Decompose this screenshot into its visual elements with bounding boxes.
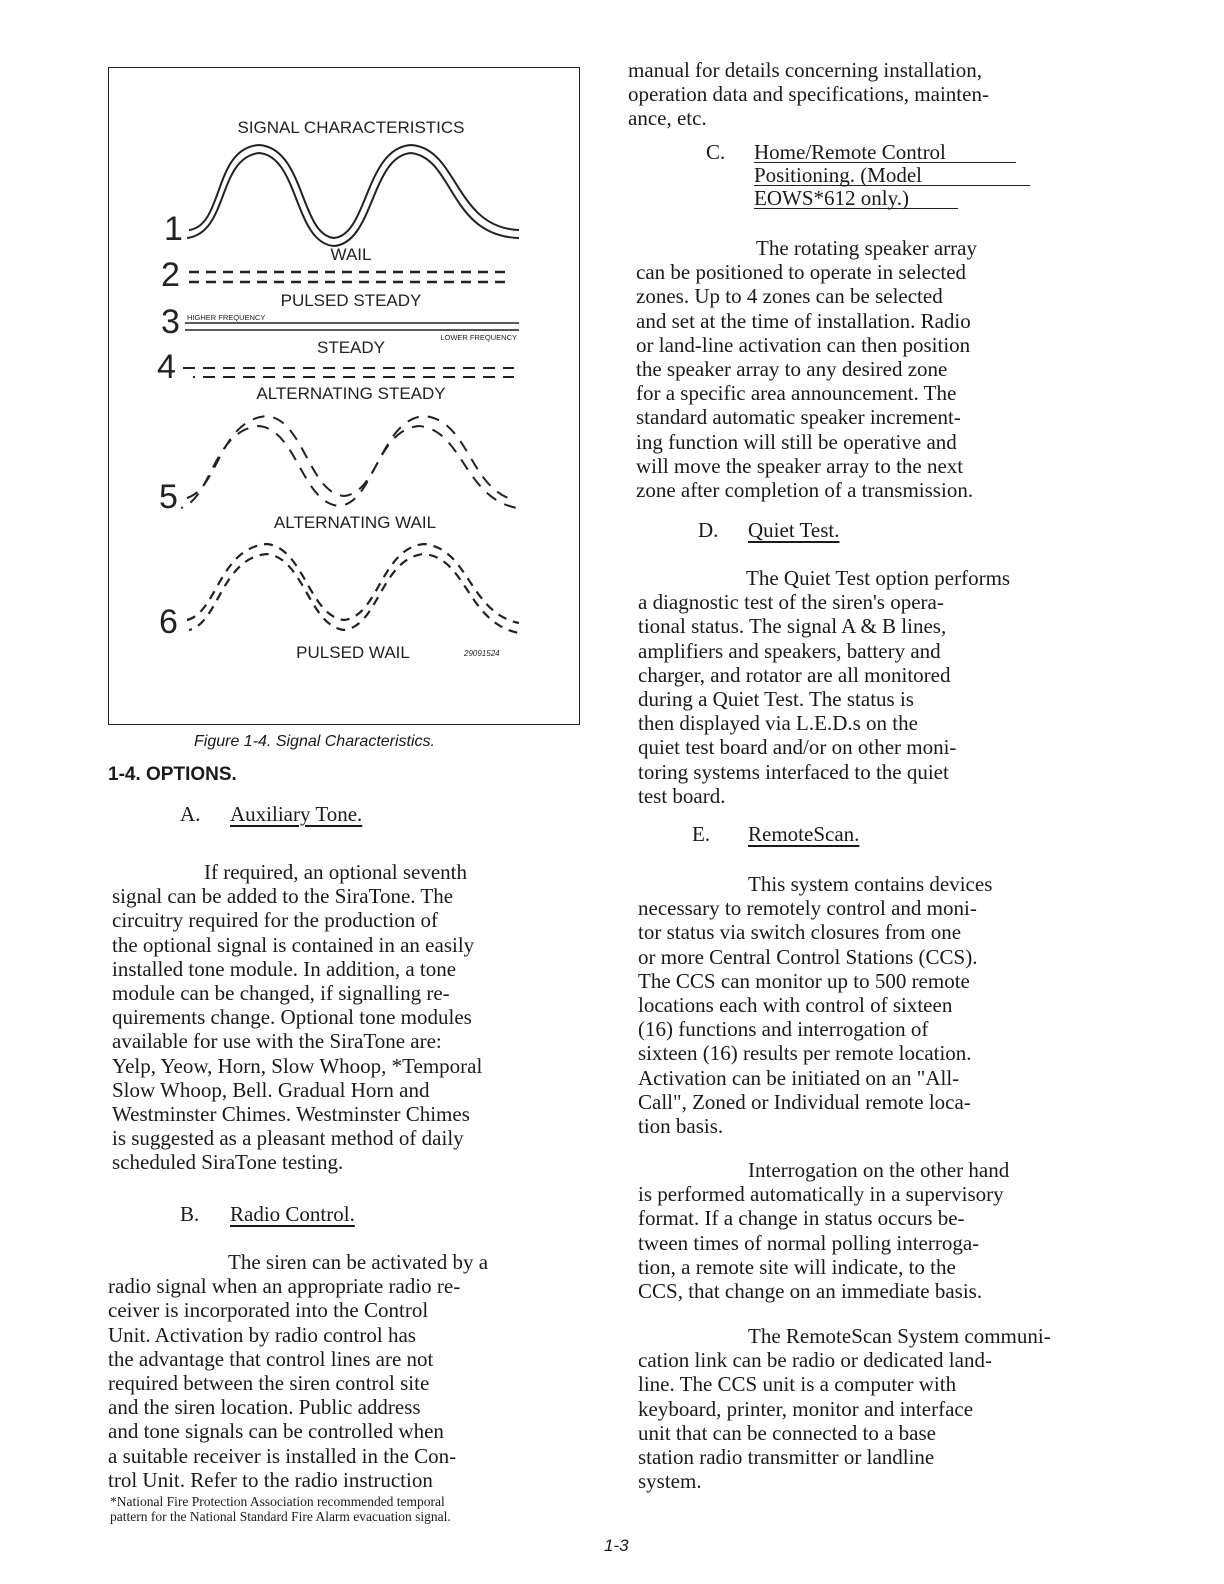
label-pulsed-wail: PULSED WAIL xyxy=(296,643,410,662)
text-line: system. xyxy=(638,1469,702,1494)
text-line: If required, an optional seventh xyxy=(204,860,467,884)
text-line: available for use with the SiraTone are: xyxy=(112,1029,442,1054)
text-line: test board. xyxy=(638,783,726,808)
text-line: ance, etc. xyxy=(628,106,707,131)
heading-remotescan: RemoteScan. xyxy=(748,822,860,846)
text-line: trol Unit. Refer to the radio instruction xyxy=(108,1467,433,1492)
paragraph-remotescan-2 xyxy=(638,1158,1009,1303)
num-4: 4 xyxy=(157,348,176,386)
paragraph-radio-control xyxy=(108,1250,488,1492)
text-line: tor status via switch closures from one xyxy=(638,920,962,945)
text-line: is suggested as a pleasant method of daily xyxy=(112,1126,464,1151)
text-line: installed tone module. In addition, a tone xyxy=(112,956,457,981)
text-line: tween times of normal polling interroga- xyxy=(638,1230,980,1255)
text-line: toring systems interfaced to the quiet xyxy=(638,759,949,784)
section-title: 1-4. OPTIONS. xyxy=(108,764,237,785)
heading-d-letter: D. xyxy=(698,518,719,542)
footnote-line: *National Fire Protection Association recommended temporal xyxy=(110,1494,445,1509)
text-line: manual for details concerning installation, xyxy=(628,58,982,82)
num-3: 3 xyxy=(161,303,180,341)
text-line: radio signal when an appropriate radio re- xyxy=(108,1274,461,1299)
text-line: Slow Whoop, Bell. Gradual Horn and xyxy=(112,1077,430,1102)
text-line: is performed automatically in a supervisory xyxy=(638,1182,1004,1207)
label-alternating-wail: ALTERNATING WAIL xyxy=(273,513,437,532)
label-steady: STEADY xyxy=(316,338,386,357)
signal-diagram xyxy=(109,68,578,723)
figure-title: SIGNAL CHARACTERISTICS xyxy=(237,118,465,137)
heading-radio-control: Radio Control. xyxy=(230,1202,355,1226)
text-line: zones. Up to 4 zones can be selected xyxy=(636,284,943,309)
text-line: and tone signals can be controlled when xyxy=(108,1419,444,1444)
paragraph-remotescan-1 xyxy=(638,872,992,1138)
text-line: signal can be added to the SiraTone. The xyxy=(112,884,454,909)
text-line: tion, a remote site will indicate, to the xyxy=(638,1254,956,1279)
page-number: 1-3 xyxy=(604,1536,629,1555)
heading-c-letter: C. xyxy=(706,140,726,164)
text-line: Call", Zoned or Individual remote loca- xyxy=(638,1089,971,1114)
figure-code: 29091524 xyxy=(464,649,500,658)
text-line: will move the speaker array to the next xyxy=(636,453,964,478)
signal-figure xyxy=(108,67,580,725)
text-line: The siren can be activated by a xyxy=(228,1250,489,1274)
text-line: ing function will still be operative and xyxy=(636,429,957,454)
label-pulsed-steady: PULSED STEADY xyxy=(280,291,422,310)
text-line: the speaker array to any desired zone xyxy=(636,356,948,381)
text-line: locations each with control of sixteen xyxy=(638,992,953,1017)
label-higher-frequency: HIGHER FREQUENCY xyxy=(187,313,266,322)
text-line: module can be changed, if signalling re- xyxy=(112,980,450,1005)
text-line: during a Quiet Test. The status is xyxy=(638,686,914,711)
text-line: circuitry required for the production of xyxy=(112,908,438,933)
paragraph-quiet-test xyxy=(638,566,1010,808)
text-line: keyboard, printer, monitor and interface xyxy=(638,1396,974,1421)
heading-line: EOWS*612 only.) xyxy=(754,186,958,209)
text-line: Yelp, Yeow, Horn, Slow Whoop, *Temporal xyxy=(112,1053,483,1078)
text-line: sixteen (16) results per remote location. xyxy=(638,1041,972,1066)
footnote xyxy=(110,1494,451,1524)
text-line: The RemoteScan System communi- xyxy=(748,1324,1051,1348)
footnote-line: pattern for the National Standard Fire Alarm evacuation signal. xyxy=(110,1509,451,1524)
paragraph-home-remote-control xyxy=(636,236,977,502)
text-line: operation data and specifications, mainten- xyxy=(628,82,989,107)
text-line: cation link can be radio or dedicated land- xyxy=(638,1348,992,1373)
text-line: scheduled SiraTone testing. xyxy=(112,1150,344,1175)
text-line: necessary to remotely control and moni- xyxy=(638,896,977,921)
heading-auxiliary-tone: Auxiliary Tone. xyxy=(230,802,363,826)
paragraph-intro xyxy=(628,58,989,131)
text-line: the optional signal is contained in an easily xyxy=(112,932,475,957)
text-line: then displayed via L.E.D.s on the xyxy=(638,711,918,736)
num-2: 2 xyxy=(161,256,180,294)
text-line: a suitable receiver is installed in the Con- xyxy=(108,1443,457,1468)
label-alternating-steady: ALTERNATING STEADY xyxy=(256,384,446,403)
label-lower-frequency: LOWER FREQUENCY xyxy=(440,333,517,342)
text-line: format. If a change in status occurs be- xyxy=(638,1206,965,1231)
text-line: The rotating speaker array xyxy=(756,236,977,260)
text-line: charger, and rotator are all monitored xyxy=(638,662,951,687)
heading-e-letter: E. xyxy=(692,822,711,846)
text-line: unit that can be connected to a base xyxy=(638,1420,936,1445)
heading-quiet-test: Quiet Test. xyxy=(748,518,840,542)
text-line: a diagnostic test of the siren's opera- xyxy=(638,590,944,615)
text-line: tional status. The signal A & B lines, xyxy=(638,614,947,639)
text-line: for a specific area announcement. The xyxy=(636,381,957,406)
text-line: Unit. Activation by radio control has xyxy=(108,1322,416,1347)
text-line: amplifiers and speakers, battery and xyxy=(638,638,941,663)
heading-b-letter: B. xyxy=(180,1202,200,1226)
text-line: CCS, that change on an immediate basis. xyxy=(638,1278,983,1303)
num-1: 1 xyxy=(164,210,183,248)
text-line: the advantage that control lines are not xyxy=(108,1346,434,1371)
text-line: line. The CCS unit is a computer with xyxy=(638,1372,957,1397)
text-line: or more Central Control Stations (CCS). xyxy=(638,944,978,969)
text-line: Interrogation on the other hand xyxy=(748,1158,1010,1182)
heading-a-letter: A. xyxy=(180,802,201,826)
num-6: 6 xyxy=(159,603,178,641)
text-line: The Quiet Test option performs xyxy=(746,566,1011,590)
label-wail: WAIL xyxy=(330,245,372,264)
num-5: 5 xyxy=(159,478,178,516)
text-line: tion basis. xyxy=(638,1113,724,1138)
text-line: can be positioned to operate in selected xyxy=(636,260,967,285)
text-line: Activation can be initiated on an "All- xyxy=(638,1065,960,1090)
heading-line: Positioning. (Model xyxy=(754,163,1030,186)
text-line: station radio transmitter or landline xyxy=(638,1444,935,1469)
text-line: quirements change. Optional tone modules xyxy=(112,1005,472,1030)
text-line: or land-line activation can then position xyxy=(636,332,971,357)
wail-wave xyxy=(187,153,519,246)
paragraph-auxiliary-tone xyxy=(112,860,482,1174)
text-line: quiet test board and/or on other moni- xyxy=(638,735,957,760)
text-line: The CCS can monitor up to 500 remote xyxy=(638,968,970,993)
text-line: and the siren location. Public address xyxy=(108,1395,421,1420)
text-line: (16) functions and interrogation of xyxy=(638,1017,929,1042)
heading-home-remote-control xyxy=(754,140,1030,209)
text-line: This system contains devices xyxy=(748,872,993,896)
text-line: standard automatic speaker increment- xyxy=(636,405,961,430)
text-line: ceiver is incorporated into the Control xyxy=(108,1298,429,1323)
text-line: and set at the time of installation. Radio xyxy=(636,308,971,333)
figure-caption: Figure 1-4. Signal Characteristics. xyxy=(194,733,435,750)
text-line: Westminster Chimes. Westminster Chimes xyxy=(112,1101,470,1126)
heading-line: Home/Remote Control xyxy=(754,140,1016,163)
text-line: required between the siren control site xyxy=(108,1370,430,1395)
text-line: zone after completion of a transmission. xyxy=(636,477,974,502)
paragraph-remotescan-3 xyxy=(638,1324,1051,1493)
